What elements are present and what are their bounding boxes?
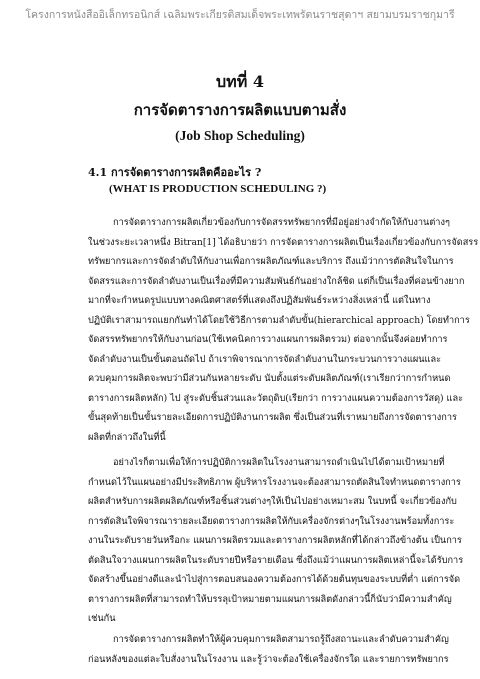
paragraph-3 — [88, 630, 449, 669]
paragraph-line: ปฏิบัติเราสามารถแยกกันทำได้โดยใช้วิธีการตามลำดับขั้น(hierarchical approach) โดยทำการ — [88, 314, 470, 326]
paragraph-line: ตารางการผลิตหลัก) ไป สู่ระดับชิ้นส่วนและวัตถุดิบ(เรียกว่า การวางแผนความต้องการวัสดุ) และ — [88, 392, 464, 404]
paragraph-line: จัดสรรทรัพยากรให้กับงานก่อน(ใช้เทคนิคการวางแผนการผลิตรวม) ต่อจากนั้นจึงค่อยทำการ — [88, 334, 448, 345]
paragraph-line: งานในระดับรายวันหรือกะ แผนการผลิตรวมและตารางการผลิตหลักที่ได้กล่าวถึงข้างต้น เป็นการ — [88, 535, 462, 546]
paragraph-line: ตัดสินใจวางแผนการผลิตในระดับรายปีหรือรายเดือน ซึ่งถึงแม้ว่าแผนการผลิตเหล่านี้จะได้รับการ — [88, 554, 464, 566]
paragraph-line: ผลิตที่กล่าวถึงในที่นี้ — [88, 431, 166, 443]
running-header: โครงการหนังสืออิเล็กทรอนิกส์ เฉลิมพระเกียรติสมเด็จพระเทพรัตนราชสุดาฯ สยามบรมราชกุมารี — [25, 9, 455, 21]
paragraph-line: ในช่วงระยะเวลาหนึ่ง Bitran[1] ได้อธิบายว่า การจัดตารางการผลิตเป็นเรื่องเกี่ยวข้องกับการจัดสรร — [88, 236, 479, 248]
paragraph-line: ขั้นสุดท้ายเป็นขั้นรายละเอียดการปฏิบัติงานการผลิต ซึ่งเป็นส่วนที่เราหมายถึงการจัดตารางการ — [88, 412, 457, 423]
paragraph-line: เช่นกัน — [88, 613, 116, 624]
paragraph-line: กำหนดไว้ในแผนอย่างมีประสิทธิภาพ ผู้บริหารโรงงานจะต้องสามารถตัดสินใจทำหนดตารางการ — [88, 476, 461, 488]
paragraph-line: ทรัพยากรและการจัดลำดับให้กับงานเพื่อการผลิตภัณฑ์และบริการ ถึงแม้ว่าการตัดสินใจในการ — [88, 256, 454, 267]
paragraph-line: มากที่จะกำหนดรูปแบบทางคณิตศาสตร์ที่แสดงถึงปฏิสัมพันธ์ระหว่างสิ่งเหล่านี้ แต่ในทาง — [88, 295, 431, 306]
chapter-subtitle: (Job Shop Scheduling) — [175, 128, 305, 143]
paragraph-line: ก่อนหลังของแต่ละใบสั่งงานในโรงงาน และรู้ว่าจะต้องใช้เครื่องจักรใด และรายการทรัพยากร — [88, 653, 449, 665]
chapter-title: การจัดตารางการผลิตแบบตามสั่ง — [133, 101, 347, 119]
paragraph-2 — [88, 453, 464, 629]
chapter-number: บทที่ 4 — [216, 72, 264, 91]
paragraph-line: การจัดตารางการผลิตเกี่ยวข้องกับการจัดสรรทรัพยากรที่มีอยู่อย่างจำกัดให้กับงานต่างๆ — [113, 217, 450, 228]
paragraph-line: อย่างไรก็ตามเพื่อให้การปฏิบัติการผลิตในโรงงานสามารถดำเนินไปได้ตามเป้าหมายที่ — [113, 457, 445, 468]
paragraph-line: การจัดตารางการผลิตทำให้ผู้ควบคุมการผลิตสามารถรู้ถึงสถานะและลำดับความสำคัญ — [113, 634, 449, 645]
paragraph-line: จัดลำดับงานเป็นขั้นตอนถัดไป ถ้าเราพิจารณาการจัดลำดับงานในกระบวนการวางแผนและ — [88, 353, 442, 365]
paragraph-line: ควบคุมการผลิตจะพบว่ามีส่วนกันหลายระดับ นับตั้งแต่ระดับผลิตภัณฑ์(เราเรียกว่าการกำหนด — [88, 373, 451, 384]
paragraph-line: ผลิตสำหรับการผลิตผลิตภัณฑ์หรือชิ้นส่วนต่างๆให้เป็นไปอย่างเหมาะสม ในบทนี้ จะเกี่ยวข้องกับ — [88, 496, 457, 507]
section-heading-english: (WHAT IS PRODUCTION SCHEDULING ?) — [109, 183, 327, 195]
paragraph-1 — [88, 213, 479, 447]
paragraph-line: ตารางการผลิตที่สามารถทำให้บรรลุเป้าหมายตามแผนการผลิตดังกล่าวนี้ก็นับว่ามีความสำคัญ — [88, 593, 452, 605]
paragraph-line: จัดสร้างขึ้นอย่างดีและนำไปสู่การตอบสนองความต้องการได้ด้วยต้นทุนของระบบที่ต่ำ แต่การจัด — [88, 574, 461, 585]
paragraph-line: จัดสรรและการจัดลำดับงานเป็นเรื่องที่มีความสัมพันธ์กันอย่างใกล้ชิด แต่ก็เป็นเรื่องที่ค่อนข้างยาก — [88, 275, 465, 287]
paragraph-line: การตัดสินใจพิจารณารายละเอียดตารางการผลิตให้กับเครื่องจักรต่างๆในโรงงานพร้อมทั้งการะ — [88, 515, 455, 527]
section-heading: 4.1 การจัดตารางการผลิตคืออะไร ? — [88, 166, 262, 179]
